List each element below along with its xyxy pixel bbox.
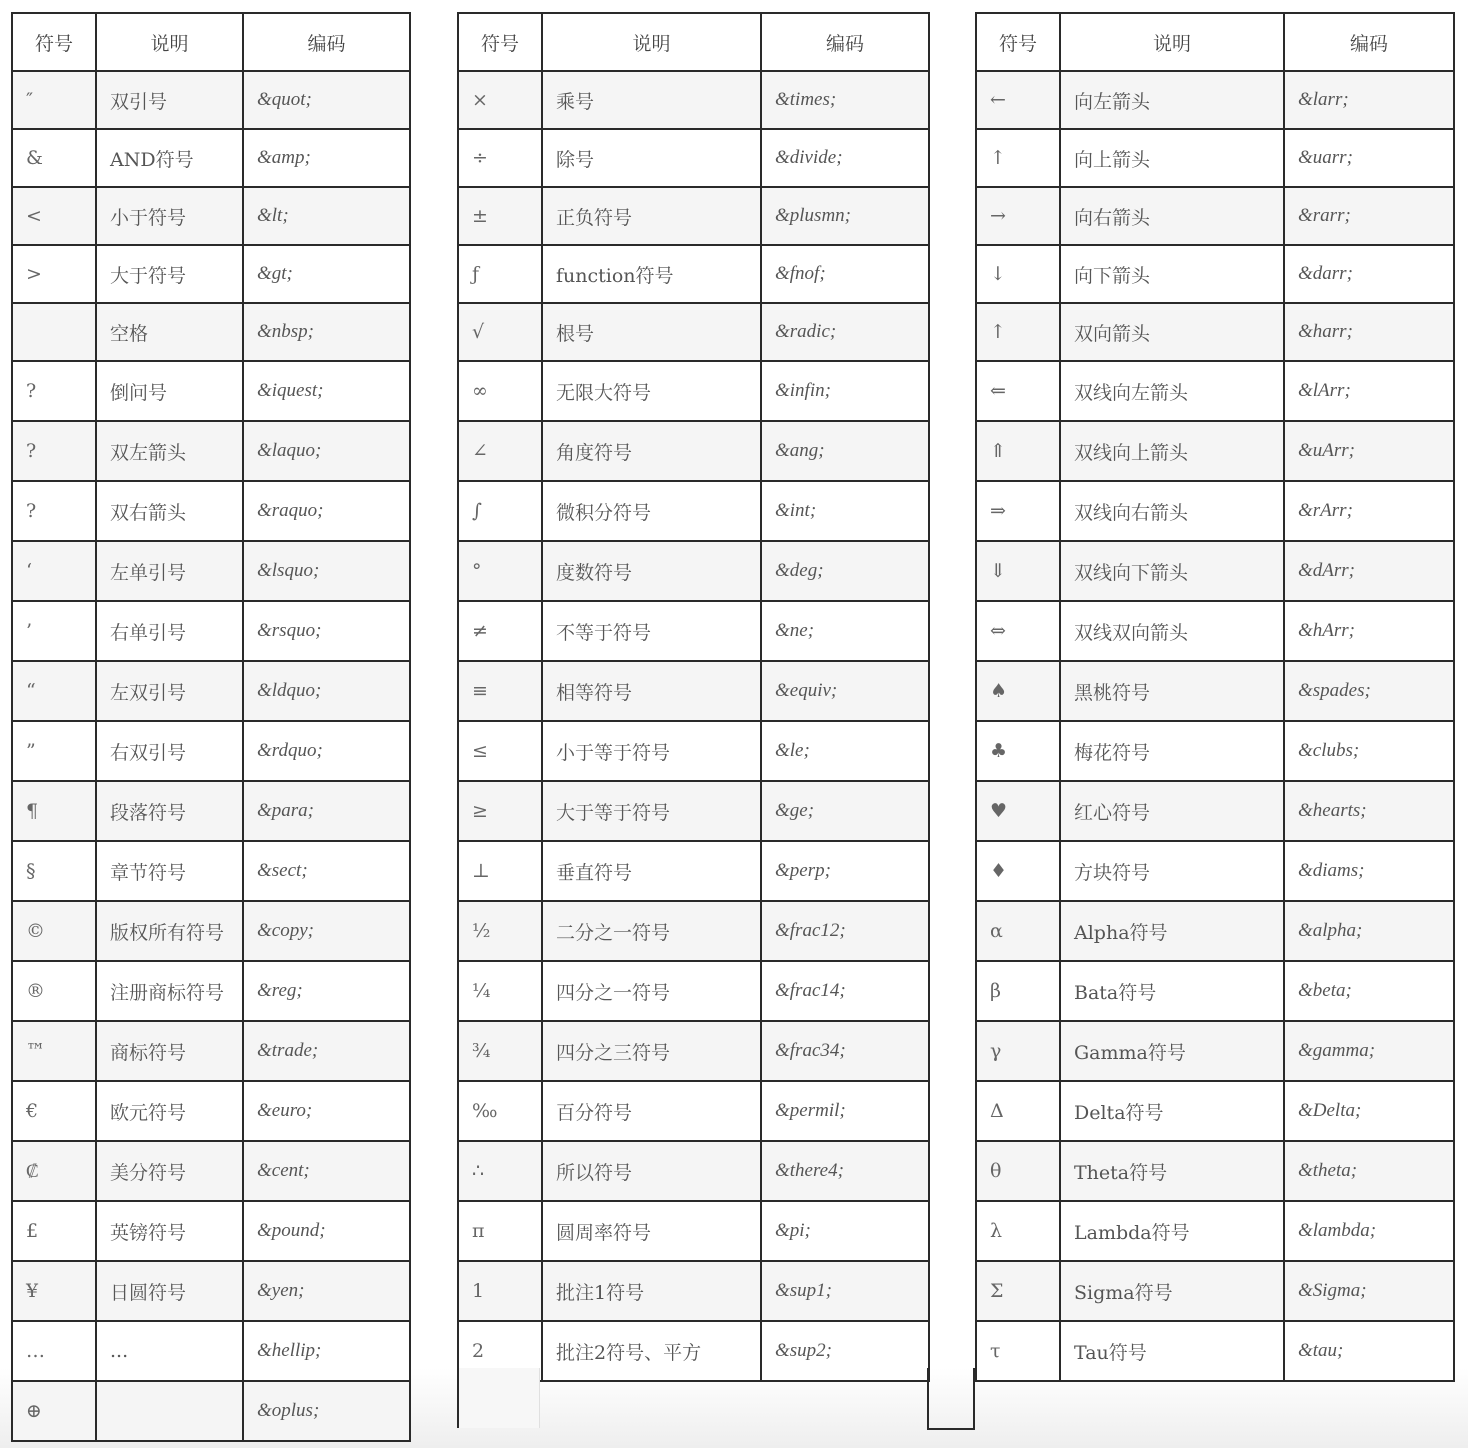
code-cell: &sup1; bbox=[761, 1261, 929, 1321]
description-cell: 四分之三符号 bbox=[542, 1021, 761, 1081]
description-cell: 大于符号 bbox=[96, 245, 243, 303]
header-description: 说明 bbox=[96, 13, 243, 71]
code-cell: &spades; bbox=[1284, 661, 1454, 721]
code-cell: &lArr; bbox=[1284, 361, 1454, 421]
table-row bbox=[458, 361, 929, 421]
description-cell: 向左箭头 bbox=[1060, 71, 1284, 129]
code-cell: &para; bbox=[243, 781, 410, 841]
description-cell: 红心符号 bbox=[1060, 781, 1284, 841]
table-row bbox=[12, 841, 410, 901]
table-row bbox=[976, 129, 1454, 187]
description-cell: 左单引号 bbox=[96, 541, 243, 601]
code-cell: &harr; bbox=[1284, 303, 1454, 361]
description-cell: Gamma符号 bbox=[1060, 1021, 1284, 1081]
description-cell: Sigma符号 bbox=[1060, 1261, 1284, 1321]
symbol-cell: ƒ bbox=[458, 245, 542, 303]
description-cell: 批注1符号 bbox=[542, 1261, 761, 1321]
symbol-cell: € bbox=[12, 1081, 96, 1141]
table-row bbox=[458, 841, 929, 901]
table-row bbox=[458, 481, 929, 541]
symbol-cell: ® bbox=[12, 961, 96, 1021]
symbol-cell: ¾ bbox=[458, 1021, 542, 1081]
header-description: 说明 bbox=[1060, 13, 1284, 71]
symbol-cell: ⇐ bbox=[976, 361, 1060, 421]
table-row bbox=[12, 661, 410, 721]
description-cell: 商标符号 bbox=[96, 1021, 243, 1081]
description-cell: 双向箭头 bbox=[1060, 303, 1284, 361]
symbol-cell: ↑ bbox=[976, 303, 1060, 361]
description-cell: 双线向上箭头 bbox=[1060, 421, 1284, 481]
table-row bbox=[458, 71, 929, 129]
table-header-row bbox=[12, 13, 410, 71]
symbol-cell: ≠ bbox=[458, 601, 542, 661]
table-row bbox=[458, 129, 929, 187]
code-cell: &clubs; bbox=[1284, 721, 1454, 781]
symbol-cell: ₡ bbox=[12, 1141, 96, 1201]
code-cell: &Delta; bbox=[1284, 1081, 1454, 1141]
description-cell: Alpha符号 bbox=[1060, 901, 1284, 961]
description-cell: Lambda符号 bbox=[1060, 1201, 1284, 1261]
symbol-cell: λ bbox=[976, 1201, 1060, 1261]
symbol-cell: × bbox=[458, 71, 542, 129]
table-row bbox=[976, 781, 1454, 841]
description-cell: Tau符号 bbox=[1060, 1321, 1284, 1381]
code-cell: &sect; bbox=[243, 841, 410, 901]
description-cell: 小于等于符号 bbox=[542, 721, 761, 781]
table-row bbox=[458, 661, 929, 721]
symbol-cell: £ bbox=[12, 1201, 96, 1261]
description-cell: 大于等于符号 bbox=[542, 781, 761, 841]
code-cell: &int; bbox=[761, 481, 929, 541]
description-cell: 乘号 bbox=[542, 71, 761, 129]
description-cell: 四分之一符号 bbox=[542, 961, 761, 1021]
symbol-cell: ♦ bbox=[976, 841, 1060, 901]
code-cell: &le; bbox=[761, 721, 929, 781]
table-row bbox=[12, 187, 410, 245]
description-cell: 相等符号 bbox=[542, 661, 761, 721]
description-cell: 度数符号 bbox=[542, 541, 761, 601]
description-cell: 所以符号 bbox=[542, 1141, 761, 1201]
table-row bbox=[976, 421, 1454, 481]
table-row bbox=[976, 961, 1454, 1021]
symbol-cell: ° bbox=[458, 541, 542, 601]
symbol-cell: “ bbox=[12, 661, 96, 721]
symbol-cell: α bbox=[976, 901, 1060, 961]
code-cell: &hellip; bbox=[243, 1321, 410, 1381]
description-cell: ... bbox=[96, 1321, 243, 1381]
code-cell: &rdquo; bbox=[243, 721, 410, 781]
symbol-cell: ? bbox=[12, 421, 96, 481]
table-row bbox=[458, 721, 929, 781]
table-row bbox=[458, 601, 929, 661]
table-row bbox=[12, 303, 410, 361]
description-cell: 批注2符号、平方 bbox=[542, 1321, 761, 1381]
code-cell: &gt; bbox=[243, 245, 410, 303]
table-row bbox=[12, 421, 410, 481]
table-row bbox=[458, 245, 929, 303]
code-cell: &ne; bbox=[761, 601, 929, 661]
code-cell: &lambda; bbox=[1284, 1201, 1454, 1261]
symbol-cell: ≤ bbox=[458, 721, 542, 781]
description-cell: 无限大符号 bbox=[542, 361, 761, 421]
symbol-cell: ± bbox=[458, 187, 542, 245]
table-row bbox=[12, 245, 410, 303]
code-cell: &lsquo; bbox=[243, 541, 410, 601]
description-cell: 段落符号 bbox=[96, 781, 243, 841]
symbol-cell: ¶ bbox=[12, 781, 96, 841]
code-cell: &times; bbox=[761, 71, 929, 129]
table-2-empty-tail-cell bbox=[457, 1368, 540, 1428]
table-row bbox=[12, 781, 410, 841]
code-cell: &frac12; bbox=[761, 901, 929, 961]
code-cell: &rArr; bbox=[1284, 481, 1454, 541]
code-cell: &euro; bbox=[243, 1081, 410, 1141]
code-cell: &ang; bbox=[761, 421, 929, 481]
description-cell: 黑桃符号 bbox=[1060, 661, 1284, 721]
table-row bbox=[12, 1381, 410, 1441]
symbol-cell: … bbox=[12, 1321, 96, 1381]
symbol-cell: ♣ bbox=[976, 721, 1060, 781]
header-symbol: 符号 bbox=[976, 13, 1060, 71]
code-cell: &perp; bbox=[761, 841, 929, 901]
table-row bbox=[12, 961, 410, 1021]
table-row bbox=[458, 187, 929, 245]
symbol-table-1 bbox=[11, 12, 411, 1442]
code-cell: &amp; bbox=[243, 129, 410, 187]
table-row bbox=[12, 601, 410, 661]
symbol-cell: ⇑ bbox=[976, 421, 1060, 481]
code-cell: &theta; bbox=[1284, 1141, 1454, 1201]
symbol-cell: ″ bbox=[12, 71, 96, 129]
description-cell: 双左箭头 bbox=[96, 421, 243, 481]
code-cell: &darr; bbox=[1284, 245, 1454, 303]
description-cell: 圆周率符号 bbox=[542, 1201, 761, 1261]
code-cell: &there4; bbox=[761, 1141, 929, 1201]
description-cell: Bata符号 bbox=[1060, 961, 1284, 1021]
symbol-cell: ¥ bbox=[12, 1261, 96, 1321]
code-cell: &dArr; bbox=[1284, 541, 1454, 601]
code-cell: &copy; bbox=[243, 901, 410, 961]
header-code: 编码 bbox=[1284, 13, 1454, 71]
description-cell: 垂直符号 bbox=[542, 841, 761, 901]
code-cell: &tau; bbox=[1284, 1321, 1454, 1381]
symbol-cell: & bbox=[12, 129, 96, 187]
description-cell: 正负符号 bbox=[542, 187, 761, 245]
table-row bbox=[976, 841, 1454, 901]
code-cell: &oplus; bbox=[243, 1381, 410, 1441]
symbol-cell: ” bbox=[12, 721, 96, 781]
table-row bbox=[458, 303, 929, 361]
symbol-cell: ⊥ bbox=[458, 841, 542, 901]
table-row bbox=[976, 1321, 1454, 1381]
table-row bbox=[12, 1201, 410, 1261]
code-cell: &laquo; bbox=[243, 421, 410, 481]
description-cell: 美分符号 bbox=[96, 1141, 243, 1201]
symbol-cell: β bbox=[976, 961, 1060, 1021]
symbol-cell: ⊕ bbox=[12, 1381, 96, 1441]
table-row bbox=[976, 1081, 1454, 1141]
table-row bbox=[976, 661, 1454, 721]
symbol-cell: ∴ bbox=[458, 1141, 542, 1201]
description-cell: 注册商标符号 bbox=[96, 961, 243, 1021]
symbol-cell: ‘ bbox=[12, 541, 96, 601]
symbol-cell: ? bbox=[12, 481, 96, 541]
description-cell: 双线向右箭头 bbox=[1060, 481, 1284, 541]
table-row bbox=[458, 961, 929, 1021]
symbol-cell: ♥ bbox=[976, 781, 1060, 841]
table-row bbox=[458, 421, 929, 481]
symbol-cell: § bbox=[12, 841, 96, 901]
table-row bbox=[976, 721, 1454, 781]
symbol-cell: ’ bbox=[12, 601, 96, 661]
table-row bbox=[458, 1081, 929, 1141]
code-cell: &lt; bbox=[243, 187, 410, 245]
symbol-cell: ← bbox=[976, 71, 1060, 129]
table-header-row bbox=[976, 13, 1454, 71]
code-cell: &larr; bbox=[1284, 71, 1454, 129]
table-row bbox=[458, 901, 929, 961]
code-cell: &trade; bbox=[243, 1021, 410, 1081]
code-cell: &hearts; bbox=[1284, 781, 1454, 841]
table-row bbox=[976, 541, 1454, 601]
code-cell: &infin; bbox=[761, 361, 929, 421]
symbol-cell: ‰ bbox=[458, 1081, 542, 1141]
table-row bbox=[976, 361, 1454, 421]
description-cell: 日圆符号 bbox=[96, 1261, 243, 1321]
symbol-cell: ↑ bbox=[976, 129, 1060, 187]
symbol-cell: ⇓ bbox=[976, 541, 1060, 601]
table-row bbox=[12, 1261, 410, 1321]
description-cell: 欧元符号 bbox=[96, 1081, 243, 1141]
symbol-cell: > bbox=[12, 245, 96, 303]
table-row bbox=[12, 541, 410, 601]
table-row bbox=[458, 1141, 929, 1201]
table-row bbox=[458, 1021, 929, 1081]
symbol-cell: ≡ bbox=[458, 661, 542, 721]
description-cell: 双线向左箭头 bbox=[1060, 361, 1284, 421]
code-cell: &Sigma; bbox=[1284, 1261, 1454, 1321]
table-row bbox=[976, 187, 1454, 245]
table-row bbox=[12, 1141, 410, 1201]
code-cell: &frac14; bbox=[761, 961, 929, 1021]
code-cell: &beta; bbox=[1284, 961, 1454, 1021]
code-cell: &quot; bbox=[243, 71, 410, 129]
description-cell: 向下箭头 bbox=[1060, 245, 1284, 303]
description-cell: 左双引号 bbox=[96, 661, 243, 721]
symbol-cell: Σ bbox=[976, 1261, 1060, 1321]
symbol-cell: π bbox=[458, 1201, 542, 1261]
description-cell: 向上箭头 bbox=[1060, 129, 1284, 187]
description-cell: 双线向下箭头 bbox=[1060, 541, 1284, 601]
symbol-table-3 bbox=[975, 12, 1455, 1382]
description-cell: 双线双向箭头 bbox=[1060, 601, 1284, 661]
table-header-row bbox=[458, 13, 929, 71]
description-cell: Theta符号 bbox=[1060, 1141, 1284, 1201]
symbol-cell: < bbox=[12, 187, 96, 245]
description-cell: 小于符号 bbox=[96, 187, 243, 245]
table-row bbox=[976, 71, 1454, 129]
code-cell: &sup2; bbox=[761, 1321, 929, 1381]
code-cell: &reg; bbox=[243, 961, 410, 1021]
header-symbol: 符号 bbox=[458, 13, 542, 71]
table-row bbox=[458, 541, 929, 601]
description-cell: 向右箭头 bbox=[1060, 187, 1284, 245]
code-cell: &ldquo; bbox=[243, 661, 410, 721]
code-cell: &frac34; bbox=[761, 1021, 929, 1081]
symbol-cell: γ bbox=[976, 1021, 1060, 1081]
table-row bbox=[976, 303, 1454, 361]
symbol-cell: © bbox=[12, 901, 96, 961]
description-cell: AND符号 bbox=[96, 129, 243, 187]
description-cell: 除号 bbox=[542, 129, 761, 187]
code-cell: &rarr; bbox=[1284, 187, 1454, 245]
header-code: 编码 bbox=[243, 13, 410, 71]
code-cell: &equiv; bbox=[761, 661, 929, 721]
code-cell: &diams; bbox=[1284, 841, 1454, 901]
code-cell: &raquo; bbox=[243, 481, 410, 541]
description-cell: 双右箭头 bbox=[96, 481, 243, 541]
code-cell: &plusmn; bbox=[761, 187, 929, 245]
table-row bbox=[458, 1261, 929, 1321]
symbol-cell: ¼ bbox=[458, 961, 542, 1021]
code-cell: &alpha; bbox=[1284, 901, 1454, 961]
code-cell: &uarr; bbox=[1284, 129, 1454, 187]
description-cell: 根号 bbox=[542, 303, 761, 361]
table-row bbox=[12, 1321, 410, 1381]
symbol-cell: ⇒ bbox=[976, 481, 1060, 541]
description-cell: Delta符号 bbox=[1060, 1081, 1284, 1141]
symbol-cell: ½ bbox=[458, 901, 542, 961]
description-cell: 倒问号 bbox=[96, 361, 243, 421]
code-cell: &gamma; bbox=[1284, 1021, 1454, 1081]
code-cell: &fnof; bbox=[761, 245, 929, 303]
table-row bbox=[12, 361, 410, 421]
table-row bbox=[976, 601, 1454, 661]
description-cell: 角度符号 bbox=[542, 421, 761, 481]
description-cell: 英镑符号 bbox=[96, 1201, 243, 1261]
code-cell: &cent; bbox=[243, 1141, 410, 1201]
symbol-cell: τ bbox=[976, 1321, 1060, 1381]
description-cell: 版权所有符号 bbox=[96, 901, 243, 961]
table-row bbox=[976, 245, 1454, 303]
symbol-cell: √ bbox=[458, 303, 542, 361]
table-row bbox=[976, 901, 1454, 961]
symbol-cell: → bbox=[976, 187, 1060, 245]
symbol-table-2 bbox=[457, 12, 930, 1382]
code-cell: &uArr; bbox=[1284, 421, 1454, 481]
symbol-cell: ? bbox=[12, 361, 96, 421]
header-description: 说明 bbox=[542, 13, 761, 71]
description-cell: 右单引号 bbox=[96, 601, 243, 661]
code-cell: &divide; bbox=[761, 129, 929, 187]
code-cell: &rsquo; bbox=[243, 601, 410, 661]
symbol-cell: ∞ bbox=[458, 361, 542, 421]
code-cell: &ge; bbox=[761, 781, 929, 841]
description-cell: 双引号 bbox=[96, 71, 243, 129]
header-symbol: 符号 bbox=[12, 13, 96, 71]
table-row bbox=[12, 901, 410, 961]
description-cell: function符号 bbox=[542, 245, 761, 303]
code-cell: &permil; bbox=[761, 1081, 929, 1141]
description-cell: 右双引号 bbox=[96, 721, 243, 781]
table-row bbox=[12, 1081, 410, 1141]
description-cell: 二分之一符号 bbox=[542, 901, 761, 961]
symbol-cell: ∫ bbox=[458, 481, 542, 541]
code-cell: &pi; bbox=[761, 1201, 929, 1261]
description-cell: 不等于符号 bbox=[542, 601, 761, 661]
description-cell: 方块符号 bbox=[1060, 841, 1284, 901]
table-row bbox=[12, 71, 410, 129]
code-cell: &nbsp; bbox=[243, 303, 410, 361]
code-cell: &yen; bbox=[243, 1261, 410, 1321]
symbol-cell: 1 bbox=[458, 1261, 542, 1321]
description-cell: 百分符号 bbox=[542, 1081, 761, 1141]
table-row bbox=[12, 721, 410, 781]
symbol-cell: ™ bbox=[12, 1021, 96, 1081]
symbol-cell bbox=[12, 303, 96, 361]
description-cell: 梅花符号 bbox=[1060, 721, 1284, 781]
description-cell: 章节符号 bbox=[96, 841, 243, 901]
description-cell: 微积分符号 bbox=[542, 481, 761, 541]
code-cell: &radic; bbox=[761, 303, 929, 361]
symbol-cell: ♠ bbox=[976, 661, 1060, 721]
table-row bbox=[976, 1021, 1454, 1081]
symbol-cell: 2 bbox=[458, 1321, 542, 1381]
code-cell: &hArr; bbox=[1284, 601, 1454, 661]
table-row bbox=[458, 1201, 929, 1261]
header-code: 编码 bbox=[761, 13, 929, 71]
table-row bbox=[12, 1021, 410, 1081]
table-row bbox=[976, 1201, 1454, 1261]
table-row bbox=[12, 481, 410, 541]
symbol-cell: ∠ bbox=[458, 421, 542, 481]
symbol-cell: ÷ bbox=[458, 129, 542, 187]
symbol-cell: ≥ bbox=[458, 781, 542, 841]
column-divider bbox=[927, 1368, 975, 1430]
table-row bbox=[976, 481, 1454, 541]
description-cell: 空格 bbox=[96, 303, 243, 361]
symbol-cell: ↓ bbox=[976, 245, 1060, 303]
table-row bbox=[12, 129, 410, 187]
code-cell: &pound; bbox=[243, 1201, 410, 1261]
table-row bbox=[976, 1261, 1454, 1321]
table-row bbox=[458, 781, 929, 841]
table-row bbox=[976, 1141, 1454, 1201]
code-cell: &deg; bbox=[761, 541, 929, 601]
description-cell bbox=[96, 1381, 243, 1441]
symbol-cell: Δ bbox=[976, 1081, 1060, 1141]
symbol-cell: θ bbox=[976, 1141, 1060, 1201]
code-cell: &iquest; bbox=[243, 361, 410, 421]
symbol-cell: ⇔ bbox=[976, 601, 1060, 661]
